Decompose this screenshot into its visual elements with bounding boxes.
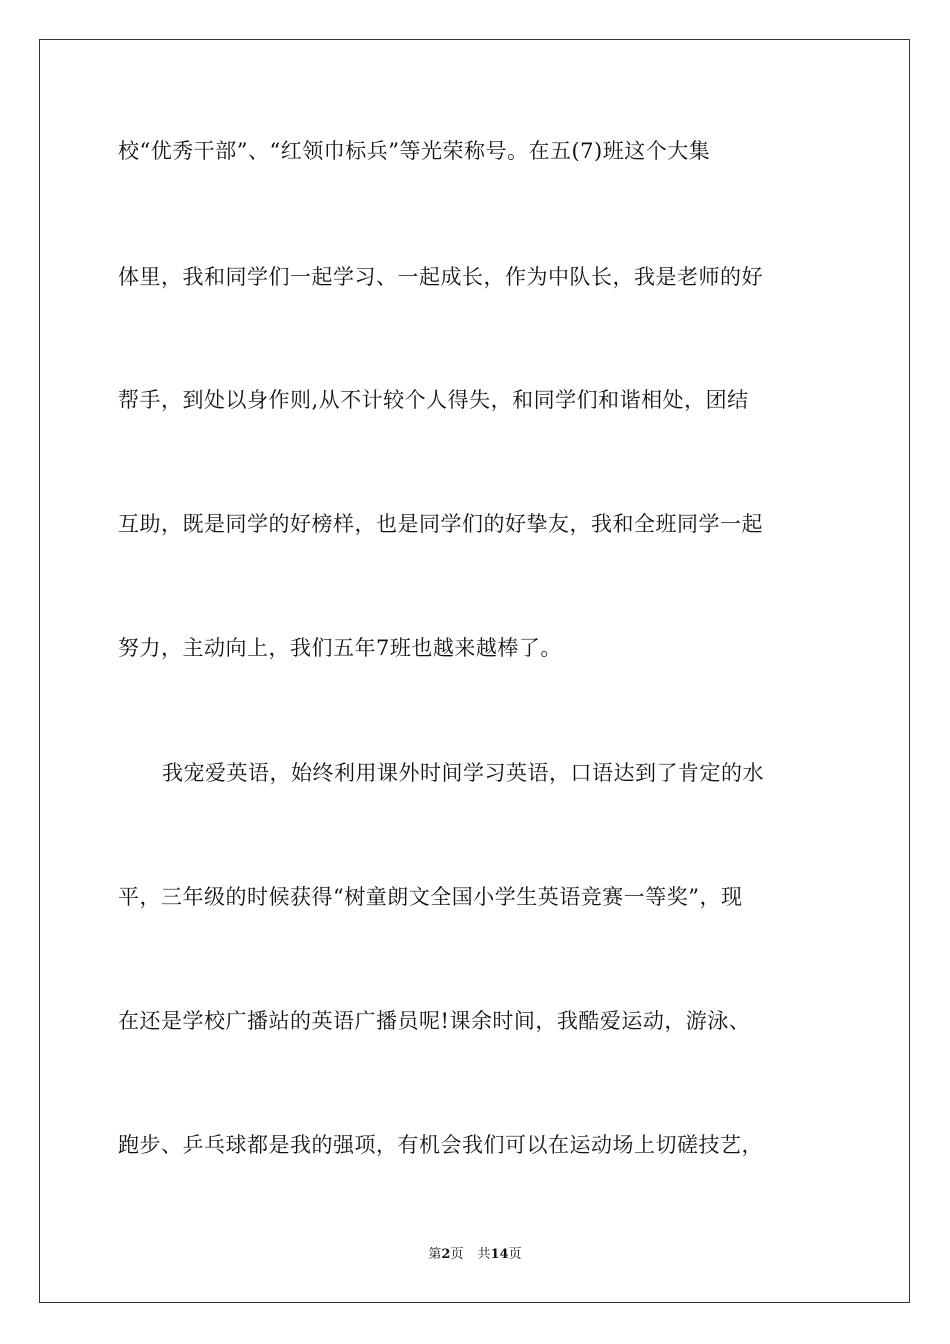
text-line-9: 跑步、乒乓球都是我的强项，有机会我们可以在运动场上切磋技艺，: [118, 1133, 763, 1157]
text-line-5: 努力，主动向上，我们五年7班也越来越棒了。: [118, 636, 562, 660]
text-line-1: 校“优秀干部”、“红领巾标兵”等光荣称号。在五(7)班这个大集: [118, 139, 711, 163]
text-line-6: 我宠爱英语，始终利用课外时间学习英语，口语达到了肯定的水: [162, 761, 764, 785]
page-number-label: 第2页: [428, 1247, 464, 1262]
total-pages-label: 共14页: [477, 1247, 522, 1262]
text-line-8: 在还是学校广播站的英语广播员呢!课余时间，我酷爱运动，游泳、: [118, 1009, 751, 1033]
text-line-3: 帮手，到处以身作则,从不计较个人得失，和同学们和谐相处，团结: [118, 388, 749, 412]
text-line-2: 体里，我和同学们一起学习、一起成长，作为中队长，我是老师的好: [118, 265, 763, 289]
page-border: [39, 39, 910, 1303]
text-line-4: 互助，既是同学的好榜样，也是同学们的好挚友，我和全班同学一起: [118, 512, 763, 536]
text-line-7: 平，三年级的时候获得“树童朗文全国小学生英语竞赛一等奖”，现: [118, 885, 743, 909]
page-footer: [0, 1246, 950, 1264]
